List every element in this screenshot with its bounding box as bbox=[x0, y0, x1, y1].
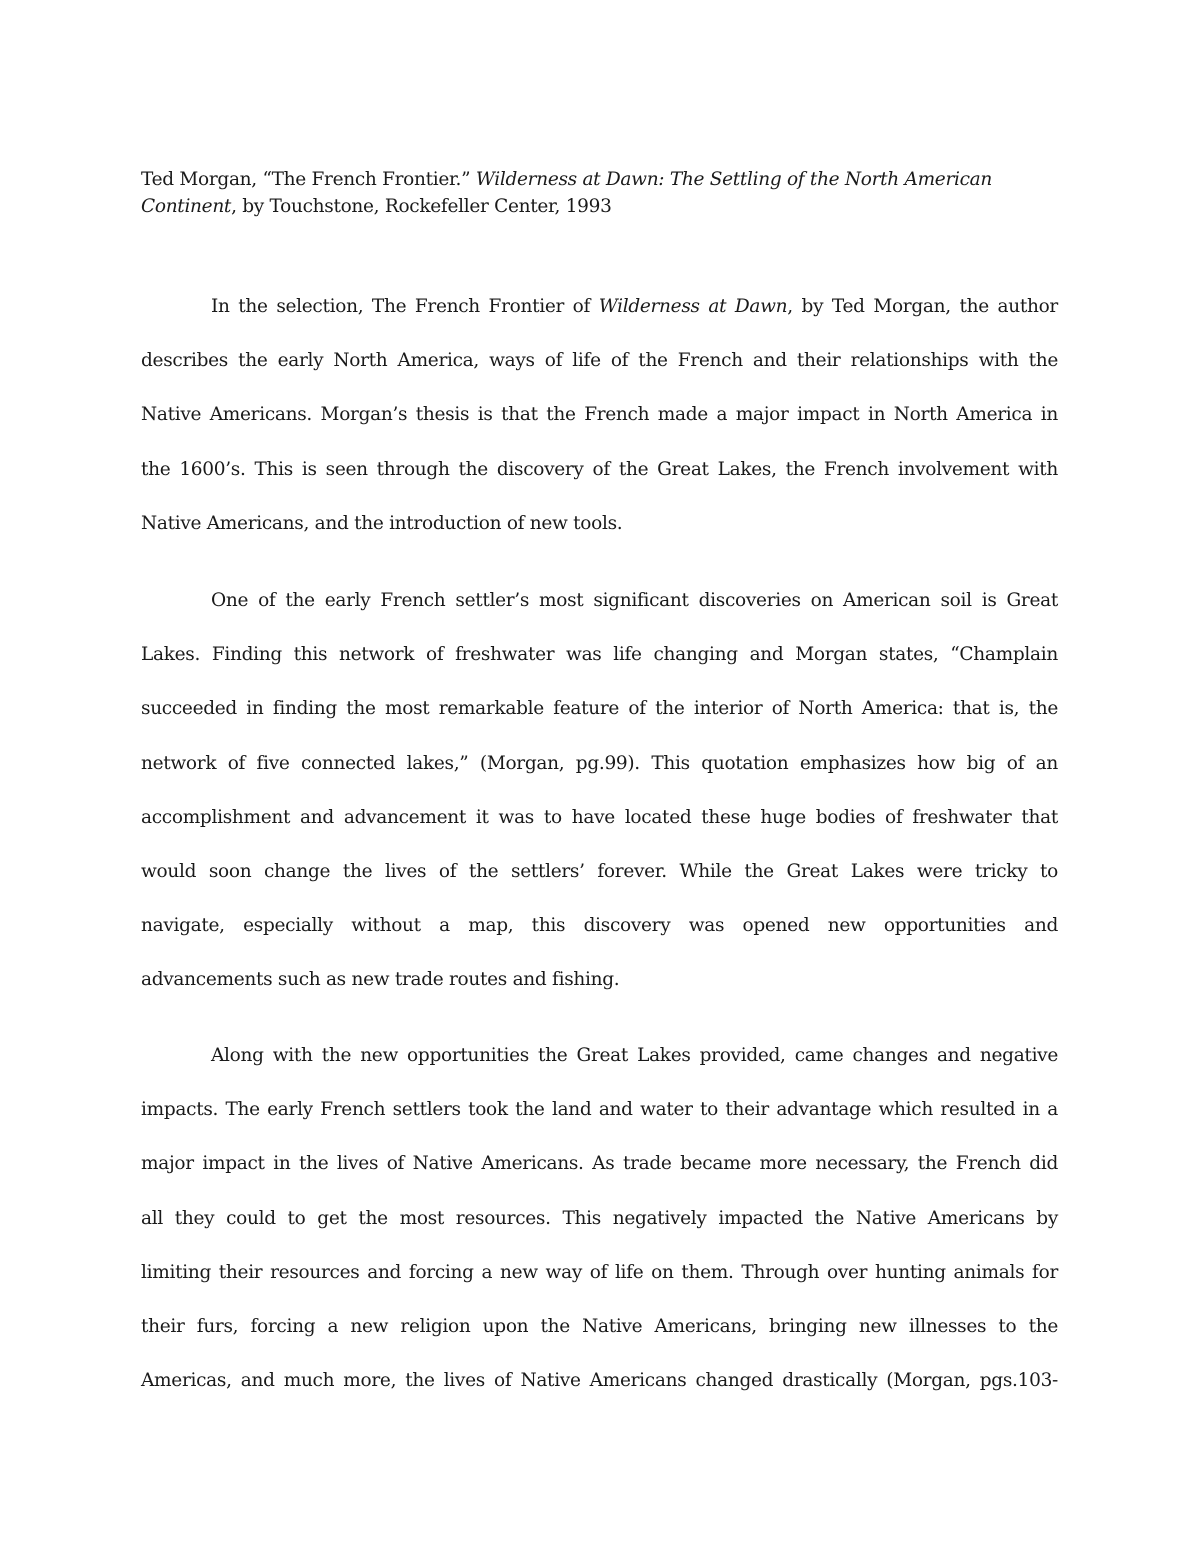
paragraph-thesis bbox=[141, 280, 1058, 551]
paragraph-line: would soon change the lives of the settlers’ forever. While the Great Lakes were tricky to bbox=[141, 860, 1058, 882]
paragraph-line: Lakes. Finding this network of freshwater was life changing and Morgan states, “Champlain bbox=[141, 644, 1058, 666]
paragraph-line: accomplishment and advancement it was to have located these huge bodies of freshwater that bbox=[141, 806, 1058, 828]
paragraph-line: Americas, and much more, the lives of Native Americans changed drastically (Morgan, pgs.103- bbox=[141, 1370, 1058, 1392]
citation-publisher: , by Touchstone, Rockefeller Center, 1993 bbox=[231, 196, 612, 217]
paragraph-impacts bbox=[141, 1029, 1058, 1408]
paragraph-line: major impact in the lives of Native Americans. As trade became more necessary, the French did bbox=[141, 1153, 1058, 1175]
paragraph-line: navigate, especially without a map, this discovery was opened new opportunities and bbox=[141, 915, 1058, 937]
paragraph-line: Along with the new opportunities the Great Lakes provided, came changes and negative bbox=[211, 1045, 1058, 1066]
paragraph-line: advancements such as new trade routes and fishing. bbox=[141, 969, 620, 991]
citation-author-title: Ted Morgan, “The French Frontier.” bbox=[141, 169, 476, 190]
paragraph-line: In the selection, The French Frontier of Wilderness at Dawn, by Ted Morgan, the author bbox=[211, 296, 1058, 317]
paragraph-line: describes the early North America, ways of life of the French and their relationships with the bbox=[141, 350, 1058, 372]
paragraph-line: their furs, forcing a new religion upon the Native Americans, bringing new illnesses to the bbox=[141, 1315, 1058, 1337]
paragraph-great-lakes bbox=[141, 574, 1058, 1008]
citation-book-title: Wilderness at Dawn: The Settling of the North American bbox=[475, 169, 993, 190]
paragraph-line: all they could to get the most resources. This negatively impacted the Native Americans by bbox=[141, 1207, 1058, 1229]
paragraph-line: network of five connected lakes,” (Morgan, pg.99). This quotation emphasizes how big of an bbox=[141, 752, 1058, 774]
paragraph-line: Native Americans. Morgan’s thesis is that the French made a major impact in North America in bbox=[141, 404, 1058, 426]
paragraph-line: succeeded in finding the most remarkable feature of the interior of North America: that is, the bbox=[141, 698, 1058, 720]
paragraph-line: impacts. The early French settlers took the land and water to their advantage which resulted in a bbox=[141, 1099, 1058, 1121]
paragraph-line: the 1600’s. This is seen through the discovery of the Great Lakes, the French involvement with bbox=[141, 458, 1058, 480]
paragraph-line: Native Americans, and the introduction of new tools. bbox=[141, 512, 623, 534]
paragraph-line: limiting their resources and forcing a new way of life on them. Through over hunting animals for bbox=[141, 1261, 1058, 1283]
citation bbox=[141, 166, 1061, 220]
citation-book-title-cont: Continent bbox=[141, 196, 232, 217]
paragraph-line: One of the early French settler’s most significant discoveries on American soil is Great bbox=[211, 590, 1058, 611]
